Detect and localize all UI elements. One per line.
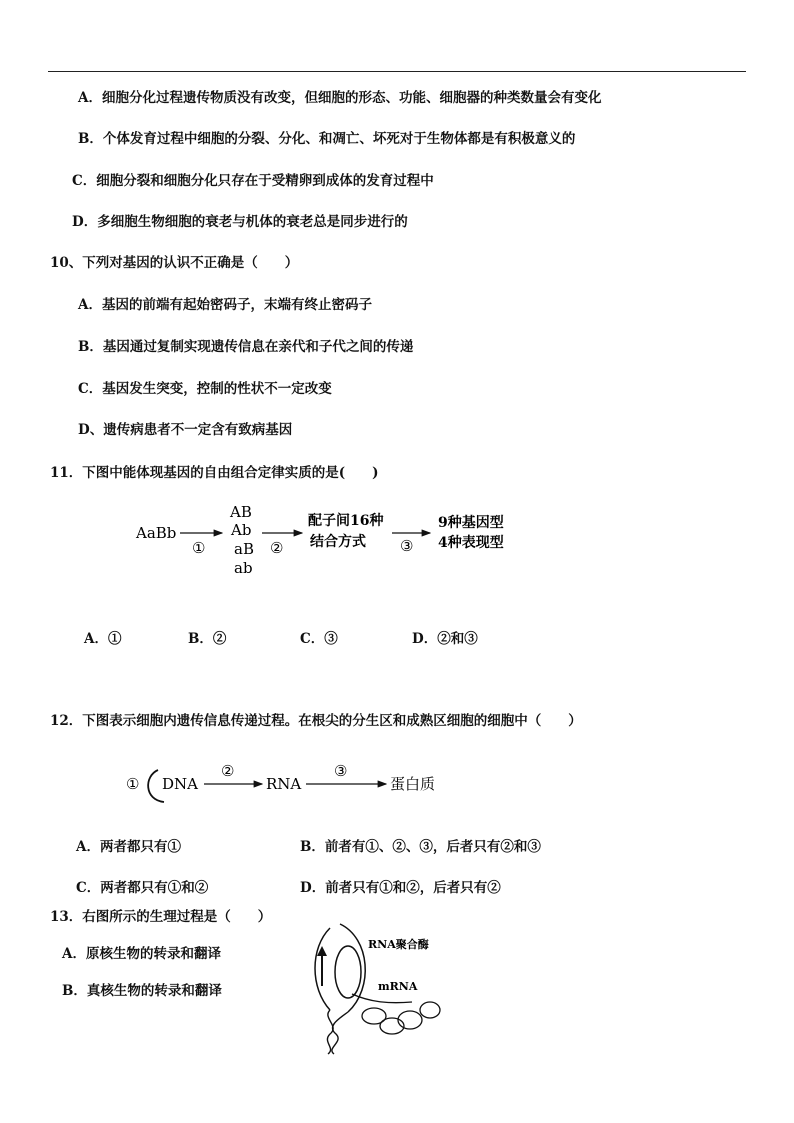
q13-option-a: A．原核生物的转录和翻译	[62, 946, 221, 962]
q12-option-c: C．两者都只有①和②	[76, 880, 209, 896]
q11-option-c: C．③	[300, 631, 338, 647]
q11-option-a: A．①	[84, 631, 122, 647]
gamete-ab-lower: ab	[234, 559, 253, 577]
q12-option-d: D．前者只有①和②，后者只有②	[300, 880, 501, 896]
replication-label: ①	[126, 775, 140, 793]
q11-option-b: B．②	[188, 631, 227, 647]
q12-stem: 12．下图表示细胞内遗传信息传递过程。在根尖的分生区和成熟区细胞的细胞中（ ）	[50, 713, 582, 729]
gamete-ab-mixed-2: aB	[234, 540, 254, 558]
protein-label: 蛋白质	[390, 775, 436, 793]
rna-polymerase	[335, 946, 361, 998]
gamete-ab-mixed-1: Ab	[231, 521, 252, 539]
q10-stem: 10、下列对基因的认识不正确是（ ）	[50, 255, 299, 271]
ribosome-4	[420, 1002, 440, 1018]
dna-label: DNA	[162, 775, 198, 793]
q13-stem: 13．右图所示的生理过程是（ ）	[50, 909, 272, 925]
step-3-label: ③	[400, 537, 414, 555]
mrna-label: mRNA	[378, 980, 418, 993]
q9-option-c: C．细胞分裂和细胞分化只存在于受精卵到成体的发育过程中	[72, 173, 434, 189]
q11-option-d: D．②和③	[412, 631, 478, 647]
q9-option-d: D．多细胞生物细胞的衰老与机体的衰老总是同步进行的	[72, 214, 408, 230]
header-rule	[48, 71, 746, 72]
q10-option-a: A．基因的前端有起始密码子，末端有终止密码子	[78, 297, 372, 313]
parent-genotype: AaBb	[136, 524, 177, 542]
q10-option-b: B．基因通过复制实现遗传信息在亲代和子代之间的传递	[78, 339, 414, 355]
gamete-ab-upper: AB	[230, 503, 252, 521]
q11-stem: 11．下图中能体现基因的自由组合定律实质的是( )	[50, 465, 379, 481]
ribosome-3	[398, 1011, 422, 1029]
q9-option-a: A．细胞分化过程遗传物质没有改变，但细胞的形态、功能、细胞器的种类数量会有变化	[78, 90, 602, 106]
step-2-label: ②	[270, 539, 284, 557]
translation-label: ③	[334, 762, 348, 780]
rna-polymerase-label: RNA聚合酶	[368, 938, 429, 951]
q13-option-b: B．真核生物的转录和翻译	[62, 983, 222, 999]
middle-text-1: 配子间16种	[308, 513, 384, 529]
transcription-translation-diagram	[300, 918, 460, 1058]
rna-label: RNA	[266, 775, 302, 793]
dna-helix-2	[332, 1012, 348, 1054]
q10-option-d: D、遗传病患者不一定含有致病基因	[78, 422, 293, 438]
q12-option-a: A．两者都只有①	[76, 839, 181, 855]
dna-helix-1	[327, 1010, 333, 1054]
information-flow-diagram	[124, 756, 454, 808]
result-text-2: 4种表现型	[438, 535, 504, 551]
mrna-strand	[352, 994, 412, 1003]
transcription-label: ②	[221, 762, 235, 780]
gene-combination-diagram	[130, 500, 530, 582]
q12-option-b: B．前者有①、②、③，后者只有②和③	[300, 839, 541, 855]
step-1-label: ①	[192, 539, 206, 557]
q9-option-b: B．个体发育过程中细胞的分裂、分化、和凋亡、坏死对于生物体都是有积极意义的	[78, 131, 576, 147]
result-text-1: 9种基因型	[438, 515, 504, 531]
middle-text-2: 结合方式	[310, 534, 366, 550]
q10-option-c: C．基因发生突变，控制的性状不一定改变	[78, 381, 332, 397]
